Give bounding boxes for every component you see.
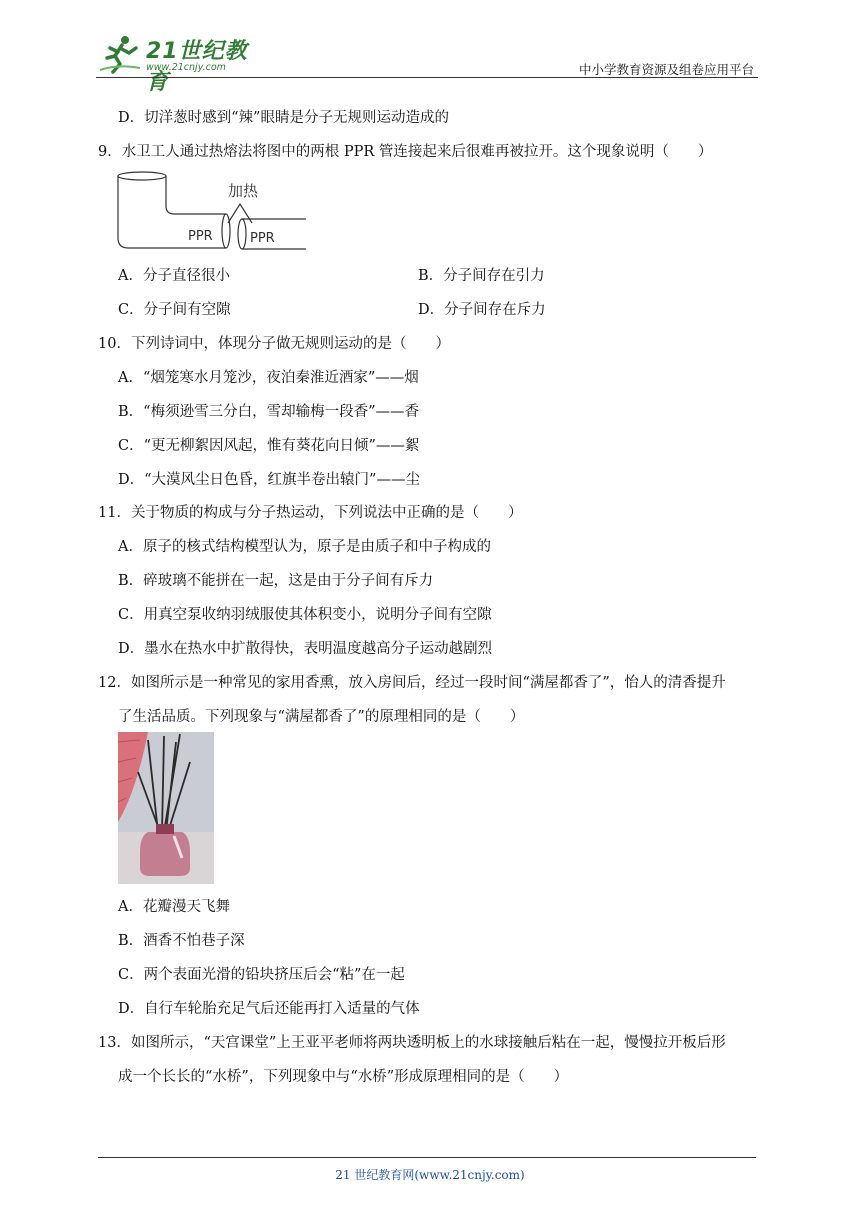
q9-option-a: A．分子直径很小 [118, 268, 230, 284]
q10-option-b: B．“梅须逊雪三分白，雪却输梅一段香”——香 [118, 404, 419, 420]
q12-option-b: B．酒香不怕巷子深 [118, 933, 245, 949]
q12-option-c: C．两个表面光滑的铅块挤压后会“粘”在一起 [118, 967, 405, 983]
ppr-pipe-figure [116, 168, 308, 252]
footer-divider [98, 1157, 756, 1158]
runner-logo-icon [98, 34, 142, 74]
q10-option-c: C．“更无柳絮因风起，惟有葵花向日倾”——絮 [118, 438, 420, 454]
q12-option-d: D．自行车轮胎充足气后还能再打入适量的气体 [118, 1001, 420, 1017]
ppr-label-left: PPR [188, 229, 213, 244]
reed-diffuser-photo [118, 732, 214, 884]
q12-stem-line1: 12．如图所示是一种常见的家用香熏，放入房间后，经过一段时间“满屋都香了”，怡人的清香提升 [98, 675, 726, 691]
q13-stem-line2: 成一个长长的“水桥”，下列现象中与“水桥”形成原理相同的是（ ） [118, 1069, 569, 1085]
header-divider [96, 77, 758, 78]
q11-option-d: D．墨水在热水中扩散得快，表明温度越高分子运动越剧烈 [118, 641, 493, 657]
q10-option-d: D．“大漠风尘日色昏，红旗半卷出辕门”——尘 [118, 472, 420, 488]
q9-stem: 9．水卫工人通过热熔法将图中的两根 PPR 管连接起来后很难再被拉开。这个现象说明（ ） [98, 144, 713, 160]
q11-option-c: C．用真空泵收纳羽绒服使其体积变小，说明分子间有空隙 [118, 607, 492, 623]
logo-url: www.21cnjy.com [146, 62, 226, 73]
logo-text: 21世纪教育 [146, 39, 248, 95]
q12-stem-line2: 了生活品质。下列现象与“满屋都香了”的原理相同的是（ ） [118, 709, 525, 725]
ppr-label-right: PPR [250, 231, 275, 246]
q9-option-d: D．分子间存在斥力 [418, 302, 546, 318]
q11-stem: 11．关于物质的构成与分子热运动，下列说法中正确的是（ ） [98, 505, 523, 521]
q11-option-b: B．碎玻璃不能拼在一起，这是由于分子间有斥力 [118, 573, 434, 589]
q13-stem-line1: 13．如图所示，“天宫课堂”上王亚平老师将两块透明板上的水球接触后粘在一起，慢慢拉开板后形 [98, 1035, 726, 1051]
q12-option-a: A．花瓣漫天飞舞 [118, 899, 230, 915]
page-footer: 21 世纪教育网(www.21cnjy.com) [335, 1168, 525, 1182]
q9-option-c: C．分子间有空隙 [118, 302, 231, 318]
q8-option-d: D．切洋葱时感到“辣”眼睛是分子无规则运动造成的 [118, 110, 449, 126]
platform-title: 中小学教育资源及组卷应用平台 [578, 62, 754, 77]
site-logo [96, 32, 266, 95]
q11-option-a: A．原子的核式结构模型认为，原子是由质子和中子构成的 [118, 539, 491, 555]
q10-stem: 10．下列诗词中，体现分子做无规则运动的是（ ） [98, 336, 450, 352]
q10-option-a: A．“烟笼寒水月笼沙，夜泊秦淮近酒家”——烟 [118, 370, 419, 386]
q9-option-b: B．分子间存在引力 [418, 268, 545, 284]
heat-label: 加热 [228, 182, 259, 200]
page-header [96, 30, 758, 95]
